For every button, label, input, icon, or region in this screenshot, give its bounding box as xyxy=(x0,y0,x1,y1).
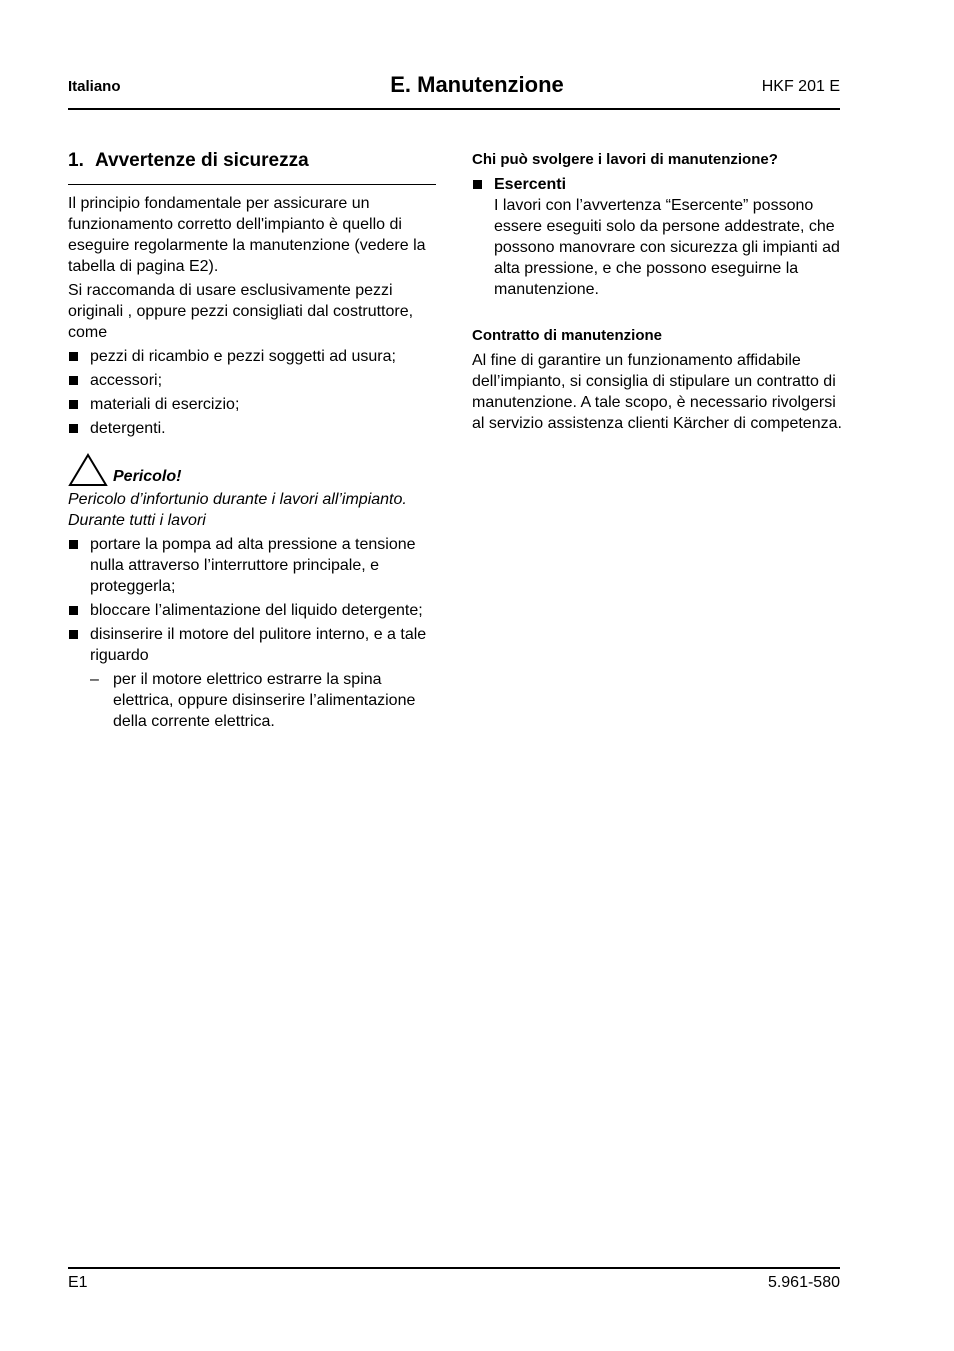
operator-text: I lavori con l’avvertenza “Esercente” possono essere eseguiti solo da persone addestrate, che possono manovrare con sicurezza gli impianti ad alta pressione, e che possono eseguirne la manutenzione. xyxy=(494,197,840,298)
warning-title: Pericolo! xyxy=(113,468,182,485)
list-item xyxy=(68,346,436,367)
sub-list-item xyxy=(68,669,436,732)
header-language: Italiano xyxy=(68,78,121,95)
dash-bullet-icon: – xyxy=(90,671,99,688)
square-bullet-icon xyxy=(69,606,78,615)
list-item xyxy=(472,174,842,195)
square-bullet-icon xyxy=(69,540,78,549)
list-item xyxy=(68,624,436,666)
section-number: 1. xyxy=(68,150,84,171)
list-item-text: disinserire il motore del pulitore interno, e a tale riguardo xyxy=(90,626,427,664)
left-column xyxy=(68,150,436,732)
warning-heading xyxy=(68,453,436,487)
warning-triangle-icon xyxy=(68,453,108,487)
list-item-text: portare la pompa ad alta pressione a tensione nulla attraverso l’interruttore principale, e proteggerla; xyxy=(90,536,416,595)
header-model: HKF 201 E xyxy=(761,78,840,95)
parts-list xyxy=(68,346,436,439)
square-bullet-icon xyxy=(69,400,78,409)
document-number: 5.961-580 xyxy=(767,1274,840,1291)
section-heading xyxy=(68,150,436,185)
square-bullet-icon xyxy=(473,180,482,189)
square-bullet-icon xyxy=(69,376,78,385)
safety-list xyxy=(68,534,436,666)
contract-text: Al fine di garantire un funzionamento affidabile dell’impianto, si consiglia di stipulare un contratto di manutenzione. A tale scopo, è necessario rivolgersi al servizio assistenza clienti Kärcher di competenza. xyxy=(472,352,842,432)
section-title: Avvertenze di sicurezza xyxy=(95,150,309,171)
list-item-text: pezzi di ricambio e pezzi soggetti ad usura; xyxy=(90,348,396,365)
operator-label: Esercenti xyxy=(494,176,567,193)
warning-subtext: Durante tutti i lavori xyxy=(68,512,206,529)
sub-list xyxy=(68,669,436,732)
page-title: E. Manutenzione xyxy=(390,72,564,97)
header-rule xyxy=(68,108,840,110)
list-item xyxy=(68,534,436,597)
list-item xyxy=(68,394,436,415)
right-column xyxy=(472,150,842,437)
list-item-text: materiali di esercizio; xyxy=(90,396,240,413)
list-item xyxy=(68,418,436,439)
intro-paragraph: Il principio fondamentale per assicurare un funzionamento corretto dell'impianto è quello di eseguire regolarmente la manutenzione (vedere la tabella di pagina E2). xyxy=(68,195,426,275)
list-item-text: accessori; xyxy=(90,372,163,389)
contract-heading: Contratto di manutenzione xyxy=(472,327,662,344)
warning-text: Pericolo d’infortunio durante i lavori all’impianto. xyxy=(68,491,407,508)
list-item-text: bloccare l’alimentazione del liquido detergente; xyxy=(90,602,423,619)
who-heading: Chi può svolgere i lavori di manutenzione? xyxy=(472,151,778,168)
page-number: E1 xyxy=(68,1274,88,1291)
list-item-text: detergenti. xyxy=(90,420,166,437)
list-item xyxy=(68,600,436,621)
sub-list-item-text: per il motore elettrico estrarre la spina elettrica, oppure disinserire l’alimentazione della corrente elettrica. xyxy=(113,671,416,730)
square-bullet-icon xyxy=(69,630,78,639)
list-item xyxy=(68,370,436,391)
square-bullet-icon xyxy=(69,424,78,433)
parts-paragraph: Si raccomanda di usare esclusivamente pezzi originali , oppure pezzi consigliati dal costruttore, come xyxy=(68,282,414,341)
square-bullet-icon xyxy=(69,352,78,361)
footer-rule xyxy=(68,1267,840,1269)
operator-list xyxy=(472,174,842,195)
